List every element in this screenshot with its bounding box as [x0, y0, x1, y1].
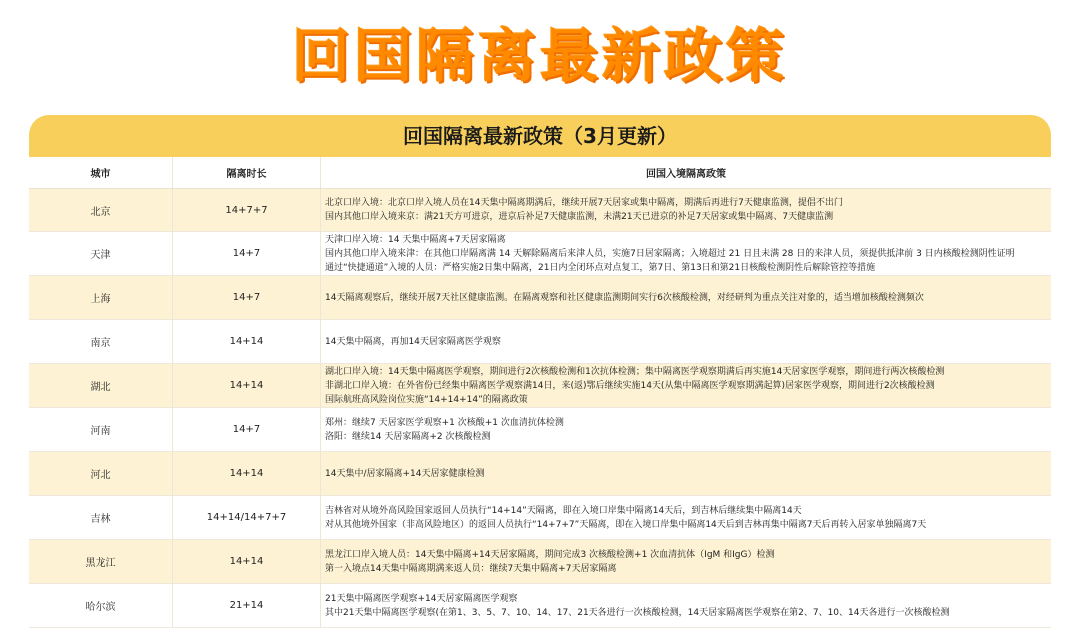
city-cell: 湖北 [29, 364, 173, 407]
table-row [29, 584, 1051, 628]
column-header-city: 城市 [29, 157, 173, 188]
city-cell: 黑龙江 [29, 540, 173, 583]
policy-line: 国内其他口岸入境来津：在其他口岸隔离满 14 天解除隔离后来津人员，实施7日居家隔离；入境超过 21 日且未满 28 日的来津人员，须提供抵津前 3 日内核酸检测阴性证明 [325, 248, 1015, 259]
policy-line: 通过“快捷通道”入境的人员：严格实施2日集中隔离，21日内全闭环点对点复工，第7日、第13日和第21日核酸检测阴性后解除管控等措施 [325, 262, 876, 273]
duration-cell: 14+14 [173, 320, 321, 363]
policy-line: 对从其他境外国家（非高风险地区）的返回人员执行“14+7+7”天隔离，即在入境口岸集中隔离14天后到吉林再集中隔离7天后再转入居家单独隔离7天 [325, 519, 927, 530]
duration-cell: 14+7 [173, 408, 321, 451]
policy-line: 天津口岸入境：14 天集中隔离+7天居家隔离 [325, 234, 506, 245]
table-row [29, 452, 1051, 496]
duration-cell: 14+7 [173, 232, 321, 275]
policy-cell [321, 540, 1051, 583]
city-cell: 上海 [29, 276, 173, 319]
table-row [29, 232, 1051, 276]
duration-cell: 14+14 [173, 452, 321, 495]
policy-line: 郑州：继续7 天居家医学观察+1 次核酸+1 次血清抗体检测 [325, 417, 564, 428]
city-cell: 南京 [29, 320, 173, 363]
table-row [29, 540, 1051, 584]
table-row [29, 320, 1051, 364]
page-title: 回国隔离最新政策 [291, 22, 788, 90]
city-cell: 河北 [29, 452, 173, 495]
city-cell: 吉林 [29, 496, 173, 539]
policy-line: 14天集中隔离，再加14天居家隔离医学观察 [325, 336, 501, 347]
duration-cell: 14+7 [173, 276, 321, 319]
policy-cell [321, 452, 1051, 495]
policy-cell [321, 584, 1051, 627]
policy-line: 北京口岸入境：北京口岸入境人员在14天集中隔离期满后，继续开展7天居家或集中隔离，期满后再进行7天健康监测，提倡不出门 [325, 198, 843, 208]
policy-line: 洛阳：继续14 天居家隔离+2 次核酸检测 [325, 431, 491, 442]
policy-cell [321, 364, 1051, 407]
table-row [29, 189, 1051, 232]
duration-cell: 14+7+7 [173, 189, 321, 231]
duration-cell: 14+14/14+7+7 [173, 496, 321, 539]
city-cell: 北京 [29, 189, 173, 231]
policy-line: 14天集中/居家隔离+14天居家健康检测 [325, 468, 485, 479]
table-column-header [29, 157, 1051, 189]
policy-line: 黑龙江口岸入境人员：14天集中隔离+14天居家隔离，期间完成3 次核酸检测+1 次血清抗体（IgM 和IgG）检测 [325, 549, 775, 560]
table-row [29, 408, 1051, 452]
column-header-policy: 回国入境隔离政策 [646, 169, 726, 180]
table-body [29, 189, 1051, 628]
policy-cell [321, 189, 1051, 231]
table-title: 回国隔离最新政策（3月更新） [29, 115, 1051, 157]
policy-line: 湖北口岸入境：14天集中隔离医学观察，期间进行2次核酸检测和1次抗体检测；集中隔离医学观察期满后再实施14天居家医学观察，期间进行两次核酸检测 [325, 366, 945, 377]
policy-line: 吉林省对从境外高风险国家返回人员执行“14+14”天隔离，即在入境口岸集中隔离14天后，到吉林后继续集中隔离14天 [325, 505, 802, 516]
policy-line: 第一入境点14天集中隔离期满来返人员：继续7天集中隔离+7天居家隔离 [325, 563, 617, 574]
column-header-duration: 隔离时长 [173, 157, 321, 188]
city-cell: 天津 [29, 232, 173, 275]
policy-line: 非湖北口岸入境：在外省份已经集中隔离医学观察满14日，来(返)鄂后继续实施14天(从集中隔离医学观察期满起算)居家医学观察，期间进行2次核酸检测 [325, 380, 935, 391]
duration-cell: 14+14 [173, 540, 321, 583]
policy-cell [321, 276, 1051, 319]
policy-line: 国际航班高风险岗位实施“14+14+14”的隔离政策 [325, 394, 528, 405]
duration-cell: 14+14 [173, 364, 321, 407]
table-row [29, 364, 1051, 408]
table-row [29, 496, 1051, 540]
policy-cell [321, 496, 1051, 539]
policy-line: 其中21天集中隔离医学观察(在第1、3、5、7、10、14、17、21天各进行一次核酸检测，14天居家隔离医学观察在第2、7、10、14天各进行一次核酸检测 [325, 607, 950, 618]
city-cell: 哈尔滨 [29, 584, 173, 627]
policy-line: 14天隔离观察后，继续开展7天社区健康监测。在隔离观察和社区健康监测期间实行6次核酸检测，对经研判为重点关注对象的，适当增加核酸检测频次 [325, 292, 924, 303]
policy-line: 国内其他口岸入境来京：满21天方可进京，进京后补足7天健康监测，未满21天已进京的补足7天居家或集中隔离、7天健康监测 [325, 212, 834, 222]
duration-cell: 21+14 [173, 584, 321, 627]
policy-line: 21天集中隔离医学观察+14天居家隔离医学观察 [325, 593, 518, 604]
policy-table [29, 115, 1051, 643]
table-row [29, 276, 1051, 320]
policy-cell [321, 408, 1051, 451]
city-cell: 河南 [29, 408, 173, 451]
policy-cell [321, 232, 1051, 275]
policy-cell [321, 320, 1051, 363]
